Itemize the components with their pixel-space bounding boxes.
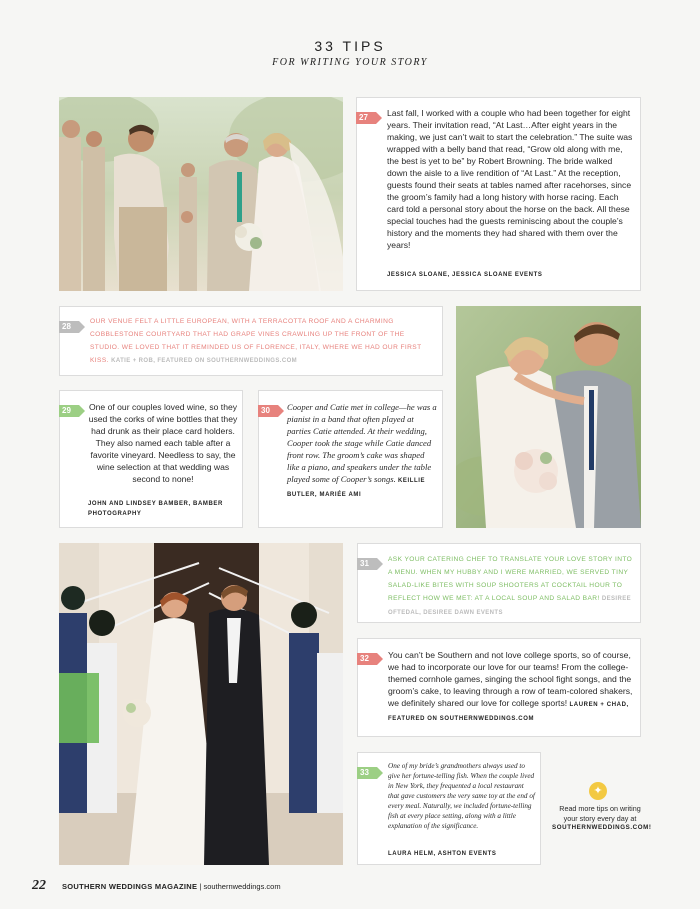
star-icon: ✦ xyxy=(593,785,603,797)
tip-31-text-wrap xyxy=(388,553,634,620)
tip-33-card xyxy=(357,752,541,865)
tip-28-card xyxy=(59,306,443,376)
tip-33-credit: LAURA HELM, ASHTON EVENTS xyxy=(388,851,497,857)
promo-block xyxy=(552,804,652,831)
tip-29-card xyxy=(59,390,243,528)
photo-handshake xyxy=(59,97,343,291)
tip-29-number: 29 xyxy=(59,405,79,417)
footer-line xyxy=(62,882,281,891)
tip-30-number: 30 xyxy=(258,405,278,417)
tip-28-text-wrap xyxy=(90,315,436,368)
promo-text: Read more tips on writing your story every day at xyxy=(559,804,641,823)
tip-31-text: ASK YOUR CATERING CHEF TO TRANSLATE YOUR LOVE STORY INTO A MENU. WHEN MY HUBBY AND I WERE MARRIED, WE SERVED TINY SALAD-LIKE BITES WITH SOUP SHOOTERS AT COCKTAIL HOUR TO REFLECT HOW WE MET: AT A LOCAL SOUP AND SALAD BAR! xyxy=(388,556,633,602)
tip-29-text: One of our couples loved wine, so they used the corks of wine bottles that they had drunk as their place card holders. They also named each table after a favorite vineyard. Needless to say, the wine selection at that wedding was second to none! xyxy=(88,402,238,484)
tip-31-credit: DESIREE OFTEDAL, DESIREE DAWN EVENTS xyxy=(388,596,632,616)
tip-30-credit: KEILLIE BUTLER, MARIÉE AMI xyxy=(287,478,426,498)
photo-embrace xyxy=(456,306,641,528)
tip-27-credit: JESSICA SLOANE, JESSICA SLOANE EVENTS xyxy=(387,272,543,278)
tip-32-credit: LAUREN + CHAD, FEATURED ON SOUTHERNWEDDINGS.COM xyxy=(388,702,629,722)
footer-separator: | xyxy=(197,882,204,891)
tip-33-text: One of my bride’s grandmothers always used to give her fortune-telling fish. When the couple lived in New York, they frequented a local restaurant that gave customers the very same toy at the end of every meal. Naturally, we included fortune-telling fish at every place setting, along with a little explanation of the significance. xyxy=(388,762,535,830)
tip-31-card xyxy=(357,543,641,623)
tip-27-card xyxy=(356,97,641,291)
page-subtitle: FOR WRITING YOUR STORY xyxy=(272,57,428,68)
tip-29-credit: JOHN AND LINDSEY BAMBER, BAMBER PHOTOGRAPHY xyxy=(88,501,223,517)
tip-27-text: Last fall, I worked with a couple who had been together for eight years. Their invitation read, “At Last…After eight years in the making, we just can’t wait to start the celebration.” The suite was wrapped with a belly band that read, “Grow old along with me, the best is yet to be” by Robert Browning. The bride walked down the aisle to a live rendition of “At Last.” At the reception, guests found their seats at tables named after racehorses, since the groom’s family had a long history with horse racing. Each card told a personal story about the horse on the back. All these special touches had the guests reminiscing about the couple’s history and the moments they had shared with them over the years! xyxy=(387,108,633,250)
tip-33-number: 33 xyxy=(357,767,377,779)
tip-28-text: OUR VENUE FELT A LITTLE EUROPEAN, WITH A TERRACOTTA ROOF AND A CHARMING COBBLESTONE COURTYARD THAT HAD GRAPE VINES CRAWLING UP THE FRONT OF THE STUDIO. WE LOVED THAT IT REMINDED US OF FLORENCE, ITALY, WHERE WE HAD OUR FIRST KISS. xyxy=(90,318,422,364)
tip-28-credit: KATIE + ROB, FEATURED ON SOUTHERNWEDDINGS.COM xyxy=(111,358,298,364)
footer-magazine: SOUTHERN WEDDINGS MAGAZINE xyxy=(62,882,198,891)
tip-32-text-wrap xyxy=(388,649,634,725)
page-title: 33 TIPS xyxy=(314,38,386,54)
tip-31-number: 31 xyxy=(357,558,377,570)
footer-website[interactable]: southernweddings.com xyxy=(203,882,281,891)
tip-30-card xyxy=(258,390,443,528)
tip-32-number: 32 xyxy=(357,653,377,665)
promo-star-badge xyxy=(589,782,607,800)
page-number: 22 xyxy=(32,878,46,893)
tip-32-card xyxy=(357,638,641,737)
promo-link[interactable]: SOUTHERNWEDDINGS.COM! xyxy=(552,824,652,831)
tip-32-text: You can’t be Southern and not love college sports, so of course, we had to incorporate our love for our teams! From the college-themed cornhole games, singing the school fight songs, and the groom’s cake, to leaving through a row of team-colored shakers, we definitely shared our love for college sports! xyxy=(388,650,633,708)
photo-saber-arch xyxy=(59,543,343,865)
tip-28-number: 28 xyxy=(59,321,79,333)
tip-30-text: Cooper and Catie met in college—he was a pianist in a band that often played at parties Catie attended. At their wedding, Cooper took the stage while Catie danced front row. The groom’s cake was shaped like a piano, and speakers under the table played some of Cooper’s songs. xyxy=(287,402,437,484)
tip-30-text-wrap xyxy=(287,401,437,501)
tip-27-number: 27 xyxy=(356,112,376,124)
